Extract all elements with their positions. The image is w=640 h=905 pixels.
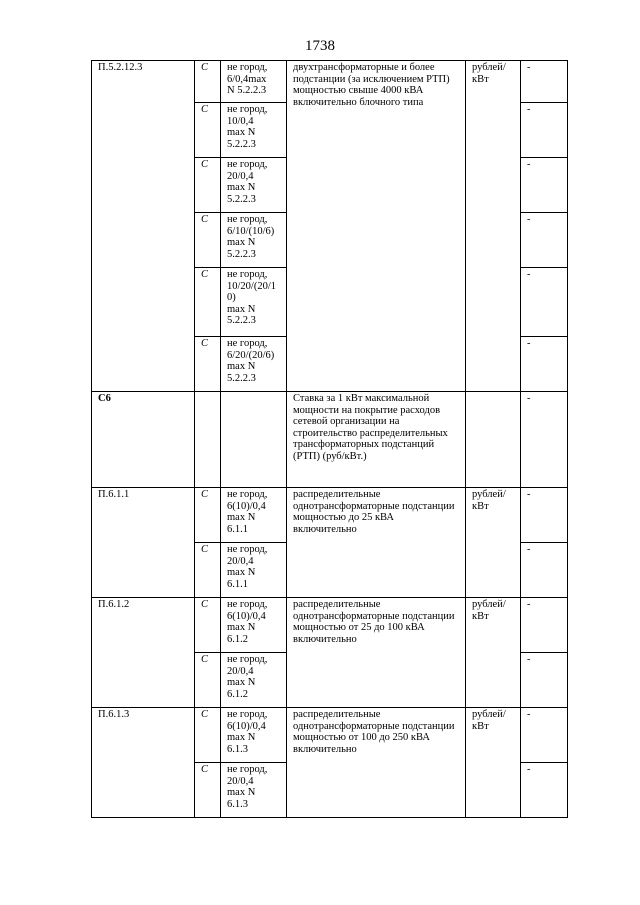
table-row xyxy=(92,598,568,653)
tariff-table xyxy=(91,60,568,818)
unit-cell xyxy=(466,392,521,488)
territory-cell: не город, 6(10)/0,4 max N 6.1.2 xyxy=(221,598,287,653)
row-code: С6 xyxy=(92,392,195,488)
value-cell: - xyxy=(521,598,568,653)
rate-label: С xyxy=(195,708,221,763)
territory-cell: не город, 20/0,4 max N 6.1.3 xyxy=(221,763,287,818)
rate-label: С xyxy=(195,337,221,392)
unit-cell: рублей/ кВт xyxy=(466,708,521,818)
rate-label: С xyxy=(195,543,221,598)
territory-cell: не город, 20/0,4 max N 6.1.2 xyxy=(221,653,287,708)
territory-cell: не город, 20/0,4 max N 5.2.2.3 xyxy=(221,158,287,213)
territory-cell: не город, 6/0,4max N 5.2.2.3 xyxy=(221,61,287,103)
value-cell: - xyxy=(521,392,568,488)
unit-cell: рублей/ кВт xyxy=(466,61,521,392)
value-cell: - xyxy=(521,61,568,103)
table-row xyxy=(92,392,568,488)
rate-label: С xyxy=(195,158,221,213)
value-cell: - xyxy=(521,268,568,337)
row-code: П.6.1.3 xyxy=(92,708,195,818)
value-cell: - xyxy=(521,708,568,763)
territory-cell: не город, 10/0,4 max N 5.2.2.3 xyxy=(221,103,287,158)
description-cell: распределительные однотрансформаторные подстанции мощностью до 25 кВА включительно xyxy=(287,488,466,598)
unit-cell: рублей/ кВт xyxy=(466,598,521,708)
territory-cell: не город, 6/10/(10/6) max N 5.2.2.3 xyxy=(221,213,287,268)
value-cell: - xyxy=(521,103,568,158)
rate-label: С xyxy=(195,763,221,818)
territory-cell xyxy=(221,392,287,488)
value-cell: - xyxy=(521,213,568,268)
description-cell: Ставка за 1 кВт максимальной мощности на покрытие расходов сетевой организации на строительство распределительных трансформаторных подстанций (РТП) (руб/кВт.) xyxy=(287,392,466,488)
territory-cell: не город, 6(10)/0,4 max N 6.1.3 xyxy=(221,708,287,763)
description-cell: двухтрансформаторные и более подстанции (за исключением РТП) мощностью свыше 4000 кВА включительно блочного типа xyxy=(287,61,466,392)
value-cell: - xyxy=(521,337,568,392)
territory-cell: не город, 6/20/(20/6) max N 5.2.2.3 xyxy=(221,337,287,392)
rate-label: С xyxy=(195,213,221,268)
unit-cell: рублей/ кВт xyxy=(466,488,521,598)
description-cell: распределительные однотрансформаторные подстанции мощностью от 25 до 100 кВА включительно xyxy=(287,598,466,708)
page-number: 1738 xyxy=(305,38,335,54)
territory-cell: не город, 10/20/(20/1 0) max N 5.2.2.3 xyxy=(221,268,287,337)
row-code: П.5.2.12.3 xyxy=(92,61,195,392)
rate-label: С xyxy=(195,598,221,653)
table-row xyxy=(92,488,568,543)
rate-label: С xyxy=(195,268,221,337)
value-cell: - xyxy=(521,763,568,818)
value-cell: - xyxy=(521,488,568,543)
description-cell: распределительные однотрансформаторные подстанции мощностью от 100 до 250 кВА включительно xyxy=(287,708,466,818)
rate-label: С xyxy=(195,103,221,158)
territory-cell: не город, 20/0,4 max N 6.1.1 xyxy=(221,543,287,598)
rate-label: С xyxy=(195,653,221,708)
rate-label: С xyxy=(195,488,221,543)
value-cell: - xyxy=(521,653,568,708)
table-row xyxy=(92,61,568,103)
rate-label xyxy=(195,392,221,488)
row-code: П.6.1.1 xyxy=(92,488,195,598)
table-row xyxy=(92,708,568,763)
value-cell: - xyxy=(521,543,568,598)
value-cell: - xyxy=(521,158,568,213)
territory-cell: не город, 6(10)/0,4 max N 6.1.1 xyxy=(221,488,287,543)
rate-label: С xyxy=(195,61,221,103)
row-code: П.6.1.2 xyxy=(92,598,195,708)
